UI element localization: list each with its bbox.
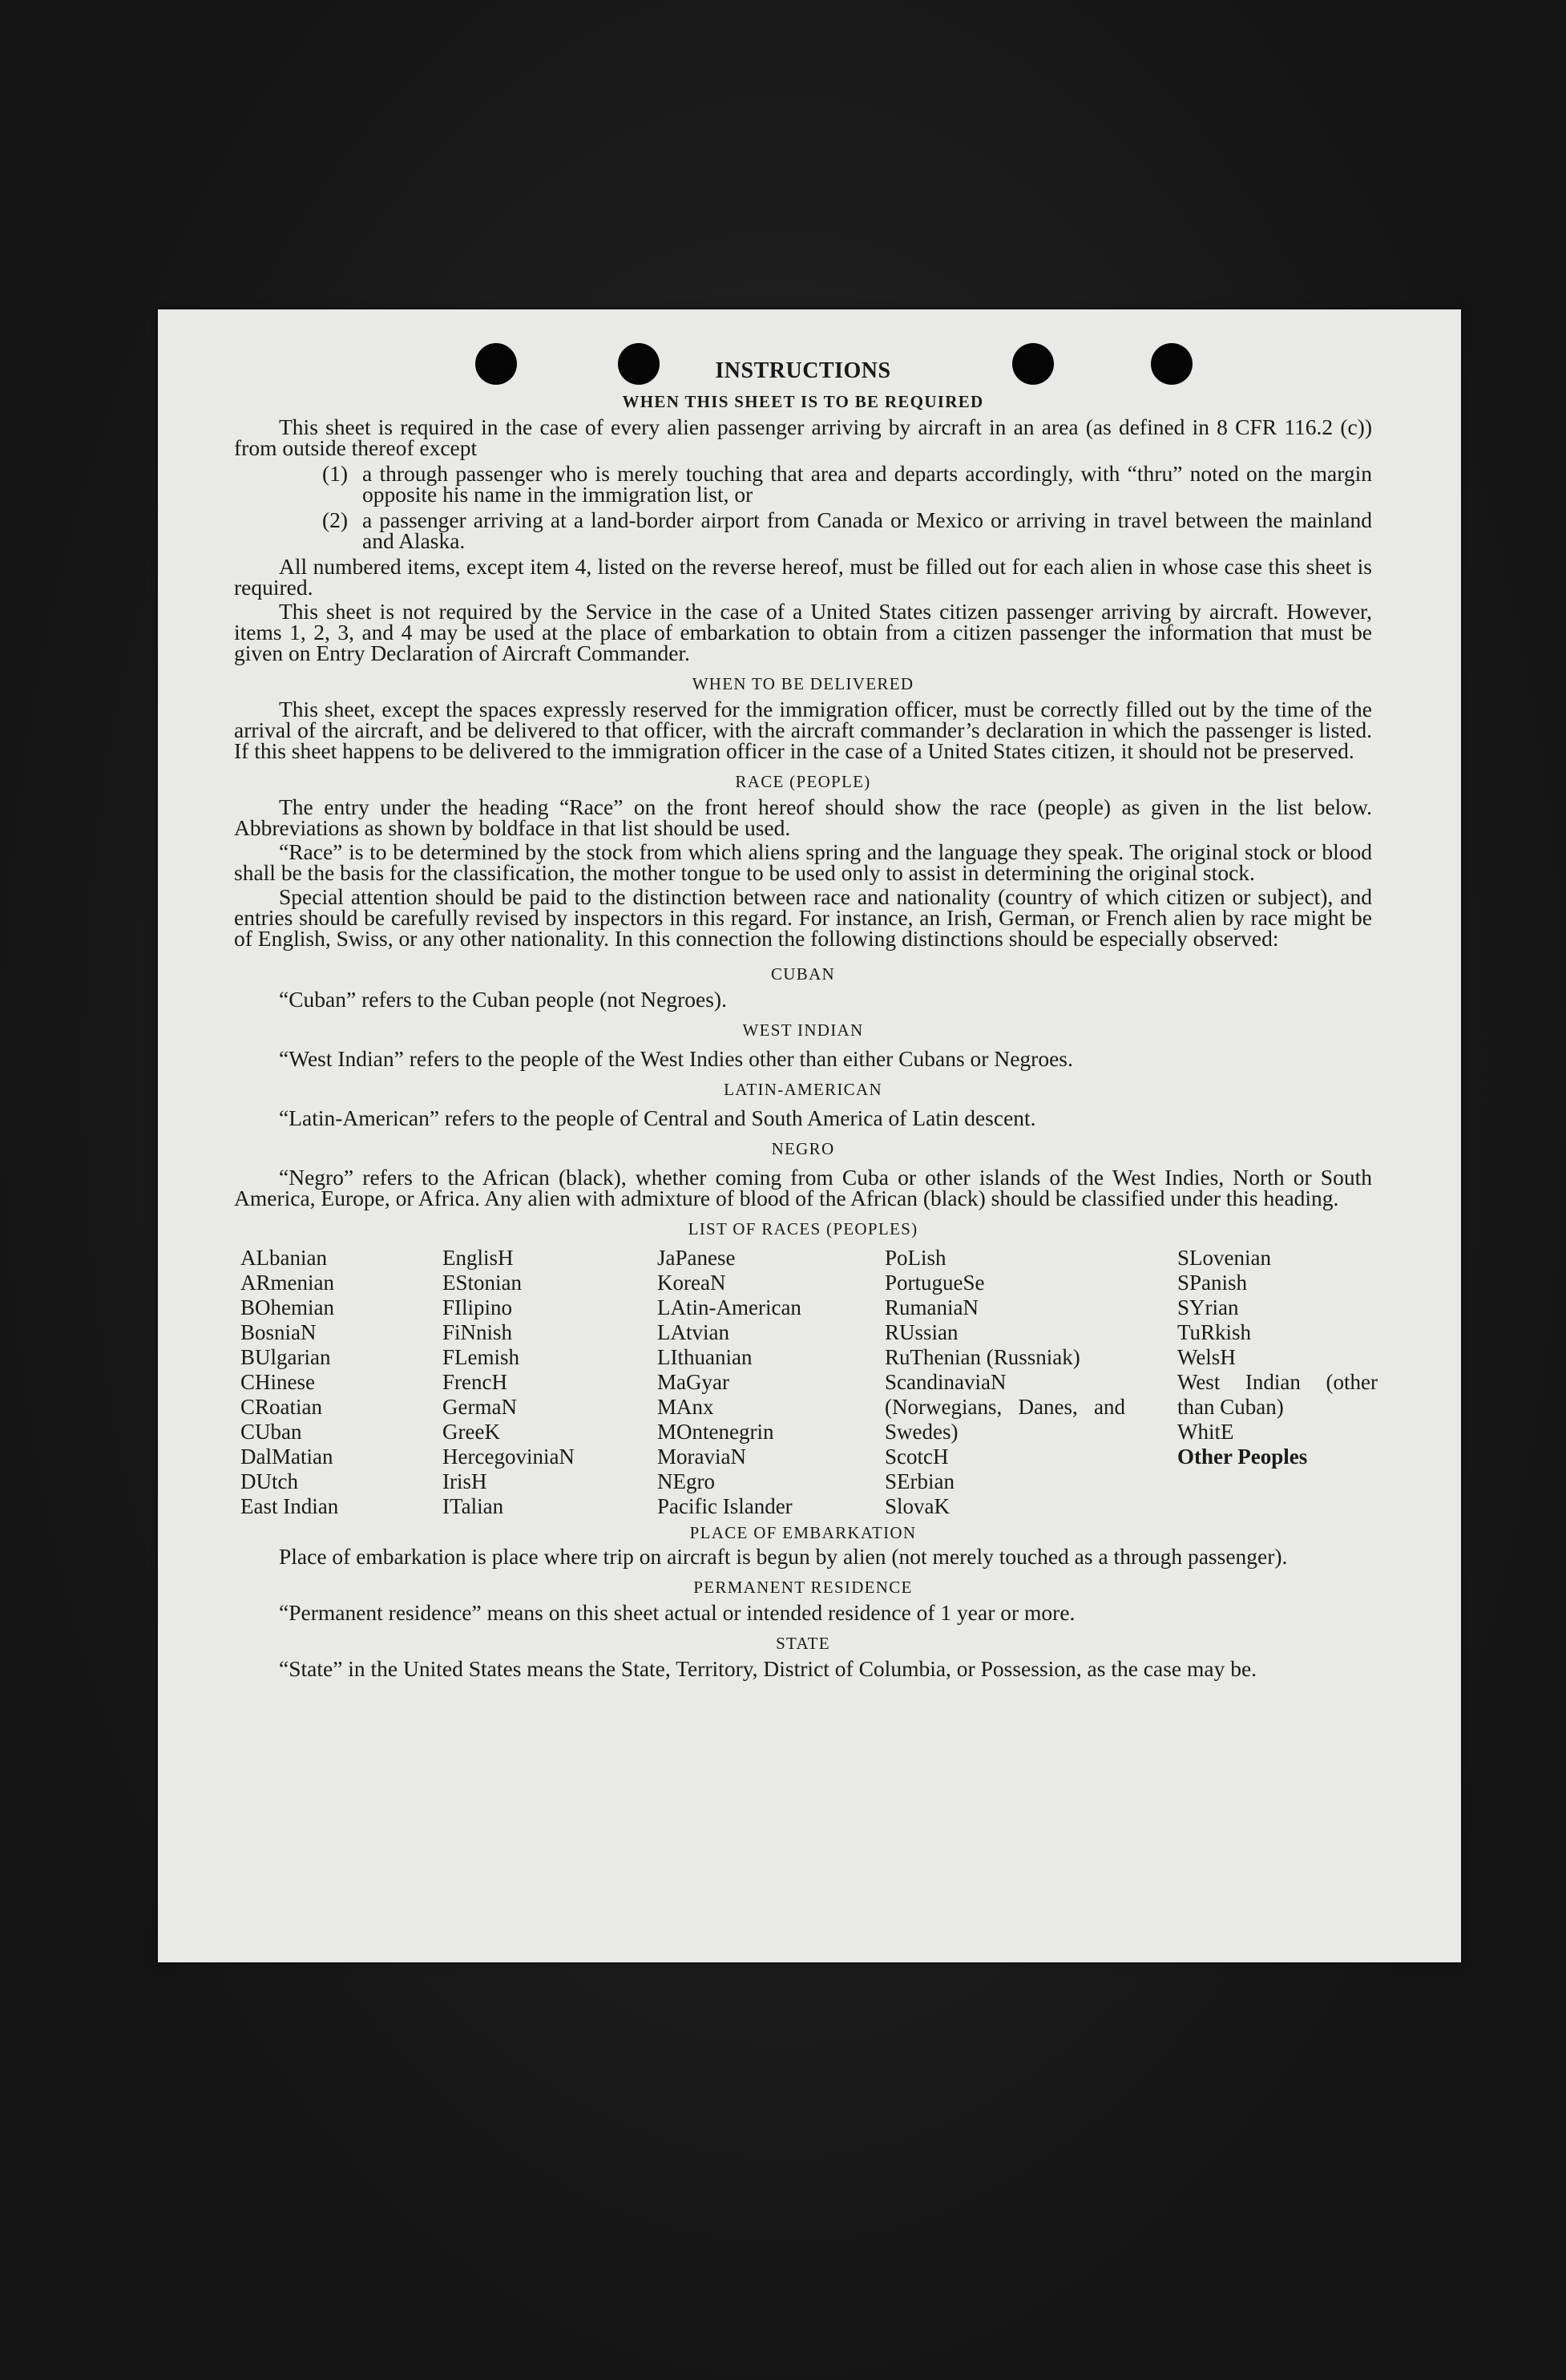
heading-when-delivered: WHEN TO BE DELIVERED [692, 674, 914, 693]
race-entry: MOntenegrin [657, 1420, 774, 1444]
paragraph: “Permanent residence” means on this sheet actual or intended residence of 1 year or more. [279, 1600, 1076, 1625]
paragraph: Place of embarkation is place where trip on aircraft is begun by alien (not merely touched as a through passenger). [279, 1544, 1288, 1569]
race-entry: PortugueSe [885, 1271, 985, 1295]
list-item-text: a passenger arriving at a land-border airport from Canada or Mexico or arriving in travel between the mainland and Alaska. [362, 507, 1372, 553]
paragraph: Special attention should be paid to the distinction between race and nationality (country of which citizen or subject), and entries should be carefully revised by inspectors in this regard. For instance, an Irish, German, or French alien by race might be of English, Swiss, or any other nationality. In this connection the following distinctions should be especially observed: [234, 884, 1372, 951]
heading-race: RACE (PEOPLE) [735, 772, 871, 791]
race-entry: FiNnish [442, 1320, 513, 1344]
race-entry: CUban [240, 1420, 302, 1444]
races-column [1177, 1246, 1379, 1519]
race-entry: BosniaN [240, 1320, 317, 1344]
heading-cuban: CUBAN [770, 964, 835, 984]
heading-when-required: WHEN THIS SHEET IS TO BE REQUIRED [622, 392, 984, 411]
race-entry: ALbanian [240, 1246, 327, 1270]
races-column [240, 1246, 442, 1519]
race-entry: FrencH [442, 1370, 507, 1394]
race-entry: SPanish [1177, 1271, 1248, 1295]
list-item-number: (2) [322, 507, 349, 532]
race-entry: LAtvian [657, 1320, 729, 1344]
list-item-number: (1) [322, 461, 349, 486]
race-entry: BOhemian [240, 1295, 334, 1319]
race-entry: ARmenian [240, 1271, 334, 1295]
race-entry: WelsH [1177, 1345, 1236, 1369]
race-entry: MaGyar [657, 1370, 729, 1394]
race-entry: CHinese [240, 1370, 315, 1394]
race-entry: ScotcH [885, 1445, 949, 1469]
race-entry: TuRkish [1177, 1320, 1252, 1344]
paragraph: “Latin-American” refers to the people of Central and South America of Latin descent. [279, 1105, 1036, 1130]
heading-latin-american: LATIN-AMERICAN [724, 1080, 882, 1099]
race-entry: EStonian [442, 1271, 522, 1295]
race-entry: MAnx [657, 1395, 714, 1419]
race-entry: NEgro [657, 1469, 715, 1493]
race-entry: RUssian [885, 1320, 959, 1344]
race-entry: ITalian [442, 1494, 504, 1518]
races-column [657, 1246, 885, 1519]
heading-state: STATE [776, 1634, 830, 1653]
race-entry: RuThenian (Russniak) [885, 1345, 1080, 1369]
list-item [322, 463, 1372, 505]
race-entry: LIthuanian [657, 1345, 753, 1369]
race-entry: HercegoviniaN [442, 1445, 575, 1469]
races-list [240, 1246, 1378, 1519]
race-entry: SErbian [885, 1469, 955, 1493]
race-entry: West Indian (other than Cuban) [1177, 1370, 1378, 1419]
paragraph: The entry under the heading “Race” on the front hereof should show the race (people) as given in the list below. Abbreviations as shown by boldface in that list should be used. [234, 794, 1372, 840]
list-item [322, 507, 1372, 553]
race-entry: DalMatian [240, 1445, 333, 1469]
race-entry: WhitE [1177, 1420, 1234, 1444]
race-entry: SYrian [1177, 1295, 1239, 1319]
race-entry: CRoatian [240, 1395, 322, 1419]
race-entry: DUtch [240, 1469, 298, 1493]
race-entry: SlovaK [885, 1494, 950, 1518]
paragraph: This sheet, except the spaces expressly reserved for the immigration officer, must be correctly filled out by the time of the arrival of the aircraft, and be delivered to that officer, with the aircraft commander’s declaration in which the passenger is listed. If this sheet happens to be delivered to the immigration officer in the case of a United States citizen, it should not be preserved. [234, 697, 1372, 763]
race-entry: Pacific Islander [657, 1494, 793, 1518]
race-entry: KoreaN [657, 1271, 726, 1295]
paragraph: “West Indian” refers to the people of the West Indies other than either Cubans or Negroes. [279, 1046, 1073, 1071]
heading-list-of-races: LIST OF RACES (PEOPLES) [688, 1219, 918, 1238]
races-column [442, 1246, 657, 1519]
paragraph: “Negro” refers to the African (black), whether coming from Cuba or other islands of the West Indies, North or South America, Europe, or Africa. Any alien with admixture of blood of the African (black) should be classified under this heading. [234, 1165, 1372, 1210]
paragraph: “Cuban” refers to the Cuban people (not Negroes). [279, 987, 727, 1012]
race-entry: IrisH [442, 1469, 487, 1493]
heading-place-of-embarkation: PLACE OF EMBARKATION [689, 1523, 917, 1542]
sheet-content [234, 358, 1378, 1681]
race-entry: LAtin-American [657, 1295, 801, 1319]
race-entry: RumaniaN [885, 1295, 979, 1319]
heading-negro: NEGRO [771, 1139, 835, 1158]
race-entry: GermaN [442, 1395, 517, 1419]
race-entry: EnglisH [442, 1246, 514, 1270]
paragraph: All numbered items, except item 4, listed on the reverse hereof, must be filled out for each alien in whose case this sheet is required. [234, 554, 1372, 600]
list-item-text: a through passenger who is merely touching that area and departs accordingly, with “thru” noted on the margin opposite his name in the immigration list, or [362, 461, 1372, 507]
race-entry: SLovenian [1177, 1246, 1271, 1270]
race-entry: East Indian [240, 1494, 339, 1518]
race-entry: Other Peoples [1177, 1445, 1308, 1469]
paragraph: This sheet is not required by the Service in the case of a United States citizen passenger arriving by aircraft. However, items 1, 2, 3, and 4 may be used at the place of embarkation to obtain from a citizen passenger the information that must be given on Entry Declaration of Aircraft Commander. [234, 599, 1372, 665]
paragraph: This sheet is required in the case of every alien passenger arriving by aircraft in an area (as defined in 8 CFR 116.2 (c)) from outside thereof except [234, 414, 1372, 460]
race-entry: BUlgarian [240, 1345, 331, 1369]
paragraph: “State” in the United States means the State, Territory, District of Columbia, or Possession, as the case may be. [279, 1656, 1257, 1681]
race-entry: ScandinaviaN (Norwegians, Danes, and Swedes) [885, 1370, 1125, 1444]
heading-permanent-residence: PERMANENT RESIDENCE [693, 1578, 913, 1597]
race-entry: JaPanese [657, 1246, 736, 1270]
heading-west-indian: WEST INDIAN [742, 1020, 864, 1040]
paragraph: “Race” is to be determined by the stock from which aliens spring and the language they speak. The original stock or blood shall be the basis for the classification, the mother tongue to be used only to assist in determining the original stock. [234, 839, 1372, 885]
race-entry: MoraviaN [657, 1445, 746, 1469]
race-entry: FLemish [442, 1345, 520, 1369]
races-column [885, 1246, 1177, 1519]
race-entry: FIlipino [442, 1295, 513, 1319]
instruction-sheet [158, 309, 1461, 1962]
race-entry: GreeK [442, 1420, 500, 1444]
page-title: INSTRUCTIONS [715, 358, 891, 383]
race-entry: PoLish [885, 1246, 946, 1270]
